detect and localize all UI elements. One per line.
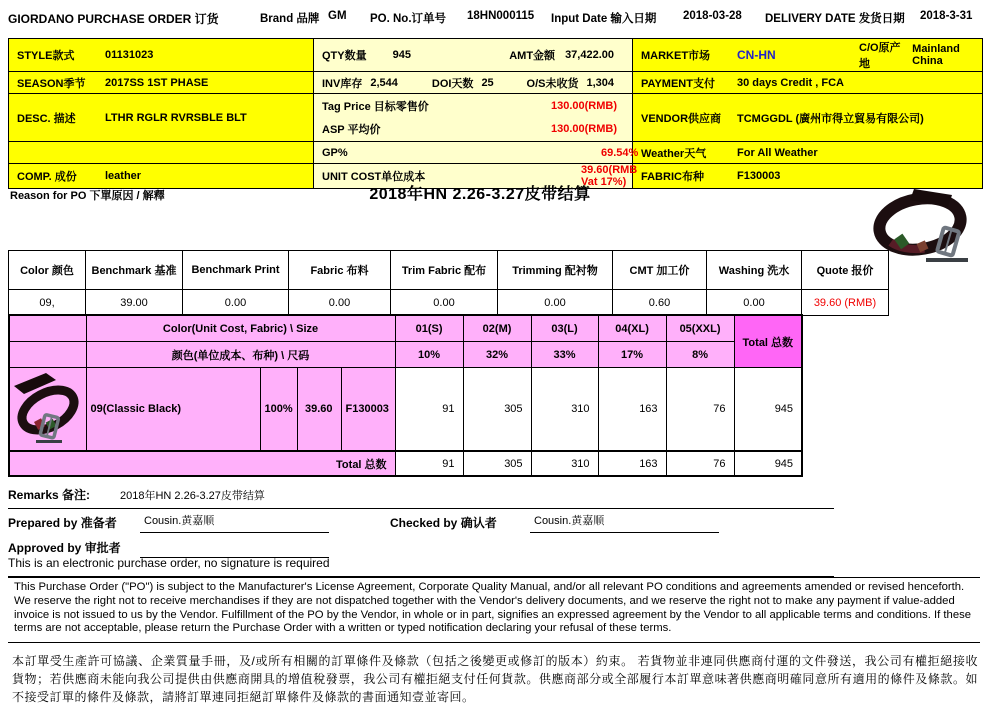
qty-label: QTY数量 bbox=[322, 50, 367, 62]
po-number-label: PO. No.订单号 bbox=[370, 13, 447, 25]
weather-value: For All Weather bbox=[737, 146, 818, 159]
total-xl: 163 bbox=[598, 451, 666, 476]
prepared-by-signature: Cousin.黄嘉顺 bbox=[140, 512, 329, 533]
qty-m: 305 bbox=[463, 368, 531, 452]
payment-value: 30 days Credit , FCA bbox=[737, 76, 844, 89]
amt-value: 37,422.00 bbox=[565, 49, 614, 61]
size-header-total: Total 总数 bbox=[734, 315, 802, 368]
os-value: 1,304 bbox=[586, 76, 614, 89]
cost-value-trimming: 0.00 bbox=[498, 290, 613, 316]
total-row bbox=[9, 451, 802, 476]
input-date-label: Input Date 输入日期 bbox=[551, 13, 657, 25]
prepared-by-label: Prepared by 准备者 bbox=[8, 516, 117, 530]
cost-header-benchmark: Benchmark 基准 bbox=[86, 251, 183, 290]
brand-label: Brand 品牌 bbox=[260, 13, 320, 25]
asp-value: 130.00(RMB) bbox=[551, 123, 618, 135]
total-m: 305 bbox=[463, 451, 531, 476]
cost-header-washing: Washing 洗水 bbox=[707, 251, 802, 290]
comp-value: leather bbox=[105, 170, 142, 182]
checked-by-signature: Cousin.黄嘉顺 bbox=[530, 512, 719, 533]
delivery-date-label: DELIVERY DATE 发货日期 bbox=[765, 13, 905, 25]
amt-label: AMT金额 bbox=[509, 50, 556, 62]
approved-by-label: Approved by 审批者 bbox=[8, 541, 121, 555]
qty-xl: 163 bbox=[598, 368, 666, 452]
os-label: O/S未收货 bbox=[526, 77, 579, 90]
total-row-label: Total 总数 bbox=[9, 451, 395, 476]
qty-value: 945 bbox=[392, 49, 411, 61]
size-header-image-spacer bbox=[9, 315, 86, 342]
inv-value: 2,544 bbox=[370, 76, 398, 89]
cost-value-benchmark-print: 0.00 bbox=[183, 290, 289, 316]
season-value: 2017SS 1ST PHASE bbox=[105, 76, 209, 89]
gp-value: 69.54% bbox=[601, 146, 639, 159]
cost-value-fabric: 0.00 bbox=[289, 290, 391, 316]
size-col-s: 01(S) bbox=[395, 315, 463, 342]
market-value: CN-HN bbox=[737, 48, 776, 62]
cost-header-trimming: Trimming 配衬物 bbox=[498, 251, 613, 290]
color-name: 09(Classic Black) bbox=[86, 368, 260, 452]
size-header-en: Color(Unit Cost, Fabric) \ Size bbox=[86, 315, 395, 342]
input-date-value: 2018-03-28 bbox=[683, 10, 742, 22]
size-col-l: 03(L) bbox=[531, 315, 598, 342]
brand-value: GM bbox=[328, 10, 347, 22]
cost-value-benchmark: 39.00 bbox=[86, 290, 183, 316]
payment-label: PAYMENT支付 bbox=[641, 77, 715, 90]
total-grand: 945 bbox=[734, 451, 802, 476]
order-info-table bbox=[8, 38, 983, 189]
size-quantity-table bbox=[8, 314, 803, 477]
size-pct-l: 33% bbox=[531, 342, 598, 368]
doi-label: DOI天数 bbox=[431, 77, 474, 90]
size-col-xl: 04(XL) bbox=[598, 315, 666, 342]
po-number-value: 18HN000115 bbox=[467, 10, 535, 22]
remarks-label: Remarks 备注: bbox=[8, 488, 91, 502]
color-pct: 100% bbox=[260, 368, 297, 452]
belt-row-thumbnail bbox=[12, 370, 84, 446]
cost-header-benchmark-print: Benchmark Print bbox=[183, 251, 289, 290]
size-pct-xxl: 8% bbox=[666, 342, 734, 368]
electronic-po-note: This is an electronic purchase order, no signature is required bbox=[8, 556, 834, 577]
legal-terms-chinese: 本訂單受生產許可協議、企業質量手冊，及/或所有相關的訂單條件及條款（包括之後變更或修訂的版本）約束。 若貨物並非連同供應商付運的文件發送，我公司有權拒絕接收貨物；若供應商未能向我公司提供由供應商開具的增值稅發票，我公司有權拒絕支付任何貨款。供應商部分或全部履行本訂單意味著供應商明確同意所有適用的條件及條款。如不接受訂單的條件及條款，請將訂單連同拒絕訂單條件及條款的書面通知壹並寄回。 bbox=[12, 654, 978, 704]
color-fabric-code: F130003 bbox=[341, 368, 395, 452]
cost-value-cmt: 0.60 bbox=[613, 290, 707, 316]
qty-l: 310 bbox=[531, 368, 598, 452]
qty-s: 91 bbox=[395, 368, 463, 452]
size-col-xxl: 05(XXL) bbox=[666, 315, 734, 342]
qty-xxl: 76 bbox=[666, 368, 734, 452]
desc-label: DESC. 描述 bbox=[17, 112, 76, 125]
size-pct-m: 32% bbox=[463, 342, 531, 368]
total-l: 310 bbox=[531, 451, 598, 476]
legal-terms-english: This Purchase Order ("PO") is subject to the Manufacturer's License Agreement, Corporate Quality Manual, and/or all relevant PO conditions and agreements amended or revised henceforth. We reserve the right not to receive merchandises if they are not dispatched together with the Vendor's delivery documents, and we reserve the right not to make any payment if value-added invoice is not issued to us by the Vendor. Fulfillment of the PO by the Vendor, in whole or in part, signifies an expressed agreement by the Vendor to all applicable terms and conditions. If these terms are not acceptable, please return the Purchase Order with a written or typed notification declaring your refusal of these terms. bbox=[8, 577, 980, 643]
settlement-title: 2018年HN 2.26-3.27皮带结算 bbox=[369, 186, 591, 203]
cost-header-trim-fabric: Trim Fabric 配布 bbox=[391, 251, 498, 290]
cost-header-cmt: CMT 加工价 bbox=[613, 251, 707, 290]
size-col-m: 02(M) bbox=[463, 315, 531, 342]
asp-label: ASP 平均价 bbox=[322, 124, 381, 136]
prepared-checked-row bbox=[8, 512, 834, 538]
checked-by-label: Checked by 确认者 bbox=[390, 516, 497, 530]
tag-price-label: Tag Price 目标零售价 bbox=[322, 101, 429, 113]
inv-label: INV库存 bbox=[322, 77, 363, 90]
unit-cost-label: UNIT COST单位成本 bbox=[322, 171, 426, 183]
size-header-image-spacer2 bbox=[9, 342, 86, 368]
remarks-row bbox=[8, 486, 834, 509]
size-pct-s: 10% bbox=[395, 342, 463, 368]
season-label: SEASON季节 bbox=[17, 77, 86, 90]
style-label: STYLE款式 bbox=[17, 50, 75, 62]
doi-value: 25 bbox=[481, 76, 494, 89]
document-header bbox=[8, 10, 982, 28]
total-xxl: 76 bbox=[666, 451, 734, 476]
fabric-value: F130003 bbox=[737, 170, 781, 182]
cost-header-quote: Quote 报价 bbox=[802, 251, 889, 290]
unit-cost-value: 39.60(RMB Vat 17%) bbox=[581, 164, 638, 188]
country-origin-label: C/O原产地 bbox=[859, 42, 901, 70]
tag-price-value: 130.00(RMB) bbox=[551, 100, 618, 112]
country-origin-value: Mainland China bbox=[912, 43, 960, 67]
comp-label: COMP. 成份 bbox=[17, 171, 77, 183]
desc-value: LTHR RGLR RVRSBLE BLT bbox=[105, 111, 247, 124]
market-label: MARKET市场 bbox=[641, 50, 711, 62]
delivery-date-value: 2018-3-31 bbox=[920, 10, 973, 22]
cost-value-washing: 0.00 bbox=[707, 290, 802, 316]
cost-breakdown-table bbox=[8, 250, 889, 316]
gp-label: GP% bbox=[322, 146, 348, 159]
qty-row-total: 945 bbox=[734, 368, 802, 452]
size-header-zh: 颜色(单位成本、布种) \ 尺码 bbox=[86, 342, 395, 368]
cost-value-quote: 39.60 (RMB) bbox=[802, 290, 889, 316]
approved-by-signature bbox=[140, 537, 329, 558]
fabric-label: FABRIC布种 bbox=[641, 171, 704, 183]
reason-for-po-label: Reason for PO 下單原因 / 解釋 bbox=[10, 190, 165, 202]
cost-value-trim-fabric: 0.00 bbox=[391, 290, 498, 316]
color-row bbox=[9, 368, 802, 452]
total-s: 91 bbox=[395, 451, 463, 476]
remarks-value: 2018年HN 2.26-3.27皮带结算 bbox=[120, 490, 265, 502]
cost-header-fabric: Fabric 布料 bbox=[289, 251, 391, 290]
vendor-label: VENDOR供应商 bbox=[641, 112, 722, 125]
document-title: GIORDANO PURCHASE ORDER 订货 bbox=[8, 12, 219, 26]
cost-value-color: 09, bbox=[9, 290, 86, 316]
vendor-value: TCMGGDL (廣州市得立貿易有限公司) bbox=[737, 112, 924, 125]
weather-label: Weather天气 bbox=[641, 147, 707, 160]
color-unit-cost: 39.60 bbox=[297, 368, 341, 452]
size-pct-xl: 17% bbox=[598, 342, 666, 368]
style-value: 01131023 bbox=[105, 49, 154, 61]
cost-header-color: Color 颜色 bbox=[9, 251, 86, 290]
